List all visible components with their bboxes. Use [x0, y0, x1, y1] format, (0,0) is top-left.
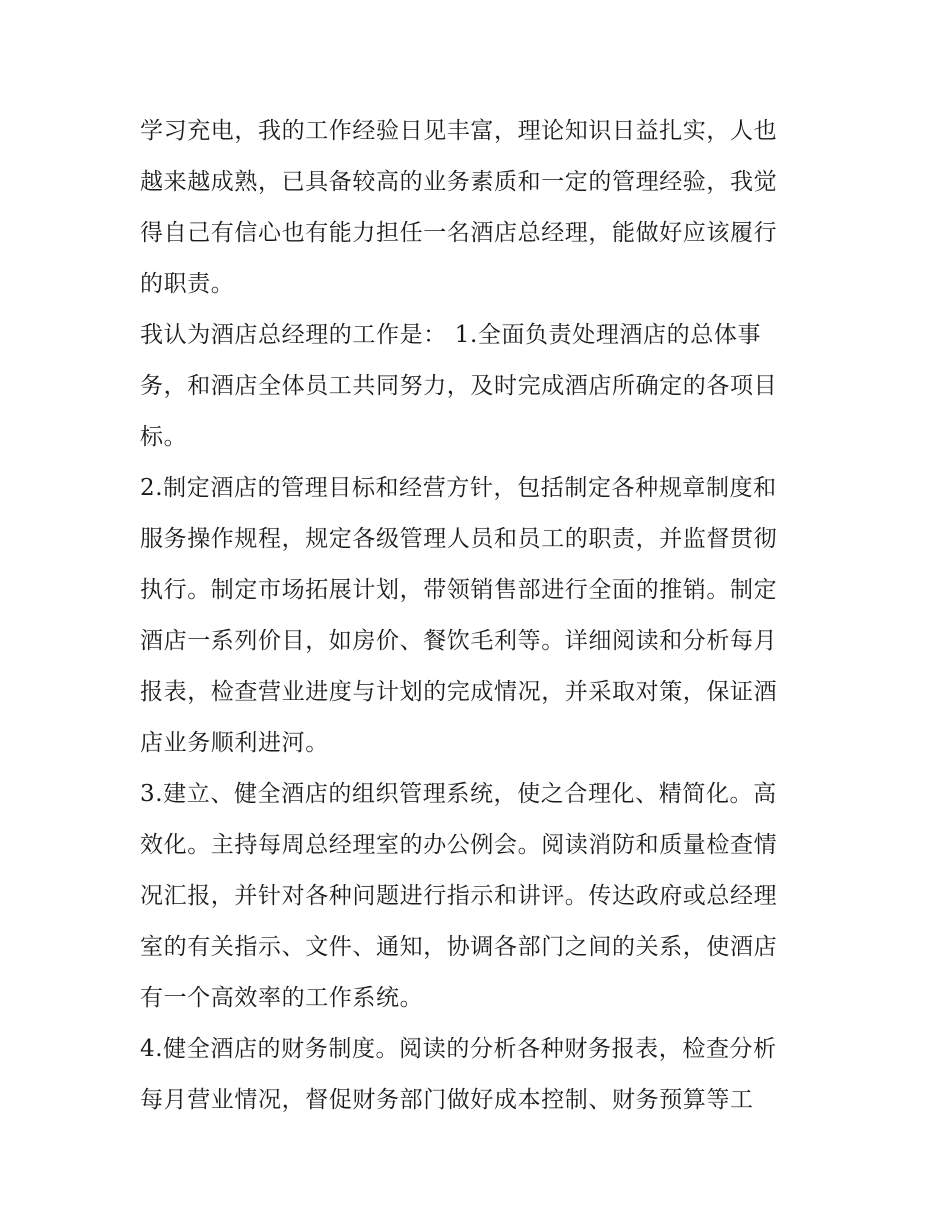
text-line: 况汇报，并针对各种问题进行指示和讲评。传达政府或总经理	[140, 883, 778, 909]
text-line: 室的有关指示、文件、通知，协调各部门之间的关系，使酒店	[140, 934, 778, 960]
text-line: 报表，检查营业进度与计划的完成情况，并采取对策，保证酒	[140, 679, 778, 705]
body-text	[140, 106, 820, 1126]
text-line: 的职责。	[140, 271, 235, 297]
text-line: 酒店一系列价目，如房价、餐饮毛利等。详细阅读和分析每月	[140, 628, 778, 654]
text-line: 标。	[140, 424, 188, 450]
text-line: 2.制定酒店的管理目标和经营方针，包括制定各种规章制度和	[140, 475, 777, 501]
text-line: 务，和酒店全体员工共同努力，及时完成酒店所确定的各项目	[140, 373, 778, 399]
text-line: 学习充电，我的工作经验日见丰富，理论知识日益扎实，人也	[140, 118, 778, 144]
text-line: 执行。制定市场拓展计划，带领销售部进行全面的推销。制定	[140, 577, 778, 603]
text-line: 越来越成熟，已具备较高的业务素质和一定的管理经验，我觉	[140, 169, 778, 195]
text-line: 我认为酒店总经理的工作是： 1.全面负责处理酒店的总体事	[140, 322, 762, 348]
text-line: 效化。主持每周总经理室的办公例会。阅读消防和质量检查情	[140, 832, 778, 858]
text-line: 服务操作规程，规定各级管理人员和员工的职责，并监督贯彻	[140, 526, 778, 552]
text-line: 得自己有信心也有能力担任一名酒店总经理，能做好应该履行	[140, 220, 778, 246]
text-line: 3.建立、健全酒店的组织管理系统，使之合理化、精简化。高	[140, 781, 777, 807]
text-line: 每月营业情况，督促财务部门做好成本控制、财务预算等工	[140, 1087, 754, 1113]
text-line: 4.健全酒店的财务制度。阅读的分析各种财务报表，检查分析	[140, 1036, 777, 1062]
text-line: 店业务顺利进河。	[140, 730, 329, 756]
text-line: 有一个高效率的工作系统。	[140, 985, 424, 1011]
